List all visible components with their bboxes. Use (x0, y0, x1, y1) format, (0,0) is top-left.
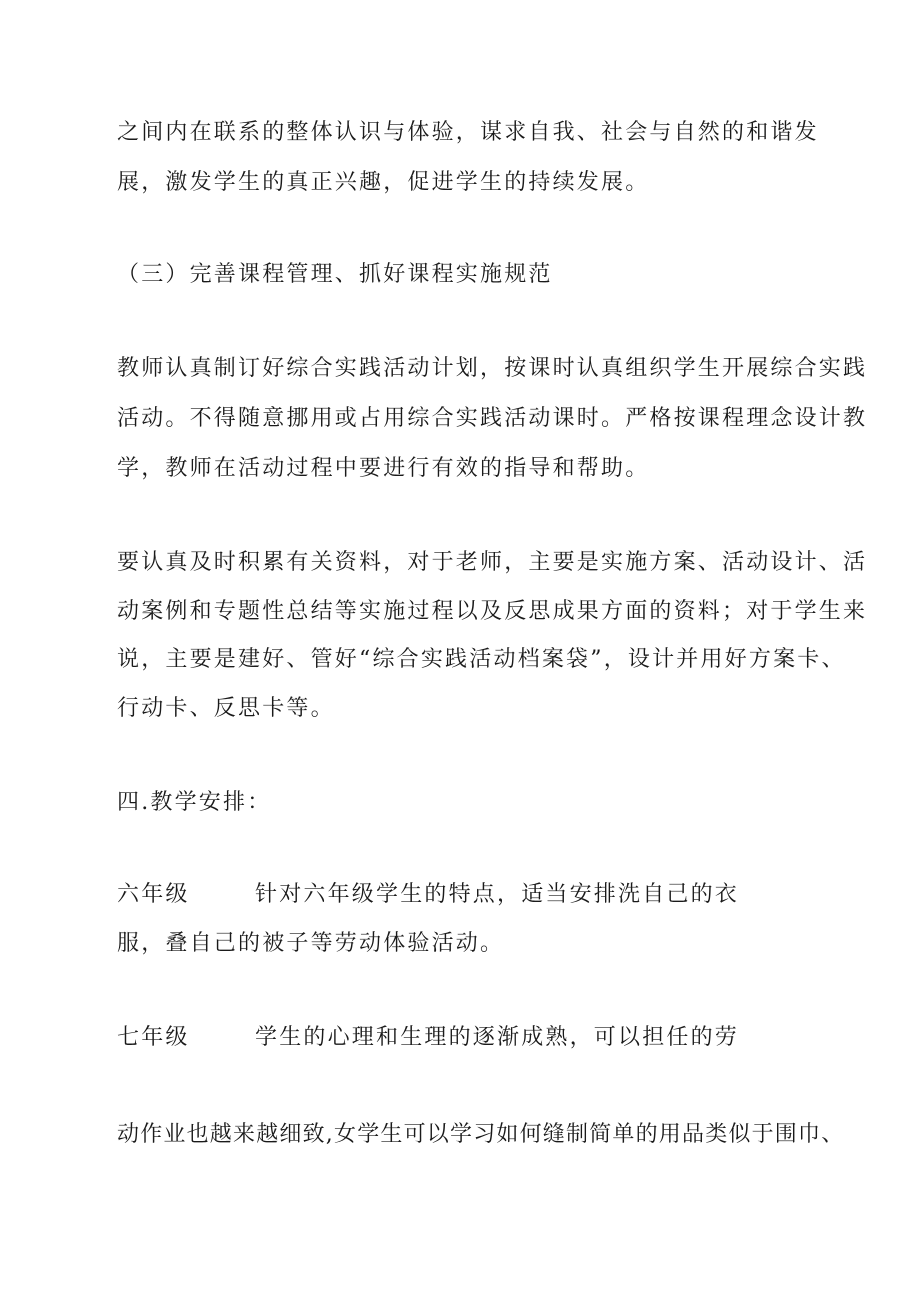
paragraph-line: 动案例和专题性总结等实施过程以及反思成果方面的资料；对于学生来 (117, 599, 868, 624)
grade-label: 六年级 (117, 882, 190, 907)
grade-description: 针对六年级学生的特点，适当安排洗自己的衣 (255, 882, 740, 907)
paragraph-line: 说，主要是建好、管好“综合实践活动档案袋”，设计并用好方案卡、 (117, 647, 846, 672)
paragraph-line: 展，激发学生的真正兴趣，促进学生的持续发展。 (117, 170, 650, 195)
grade-label: 七年级 (117, 1025, 190, 1050)
grade-row-6 (117, 880, 739, 910)
paragraph-line: 服，叠自己的被子等劳动体验活动。 (117, 931, 505, 956)
section-heading: 四.教学安排： (117, 790, 272, 815)
paragraph-line: 之间内在联系的整体认识与体验，谋求自我、社会与自然的和谐发 (117, 120, 819, 145)
grade-row-7 (117, 1023, 739, 1053)
section-heading: （三）完善课程管理、抓好课程实施规范 (117, 262, 553, 287)
paragraph-line: 学，教师在活动过程中要进行有效的指导和帮助。 (117, 456, 650, 481)
paragraph-line: 教师认真制订好综合实践活动计划，按课时认真组织学生开展综合实践 (117, 356, 868, 381)
paragraph-line: 动作业也越来越细致,女学生可以学习如何缝制简单的用品类似于围巾、 (117, 1122, 845, 1147)
grade-description: 学生的心理和生理的逐渐成熟，可以担任的劳 (255, 1025, 740, 1050)
paragraph-line: 要认真及时积累有关资料，对于老师，主要是实施方案、活动设计、活 (117, 550, 868, 575)
paragraph-line: 活动。不得随意挪用或占用综合实践活动课时。严格按课程理念设计教 (117, 406, 868, 431)
paragraph-line: 行动卡、反思卡等。 (117, 696, 335, 721)
